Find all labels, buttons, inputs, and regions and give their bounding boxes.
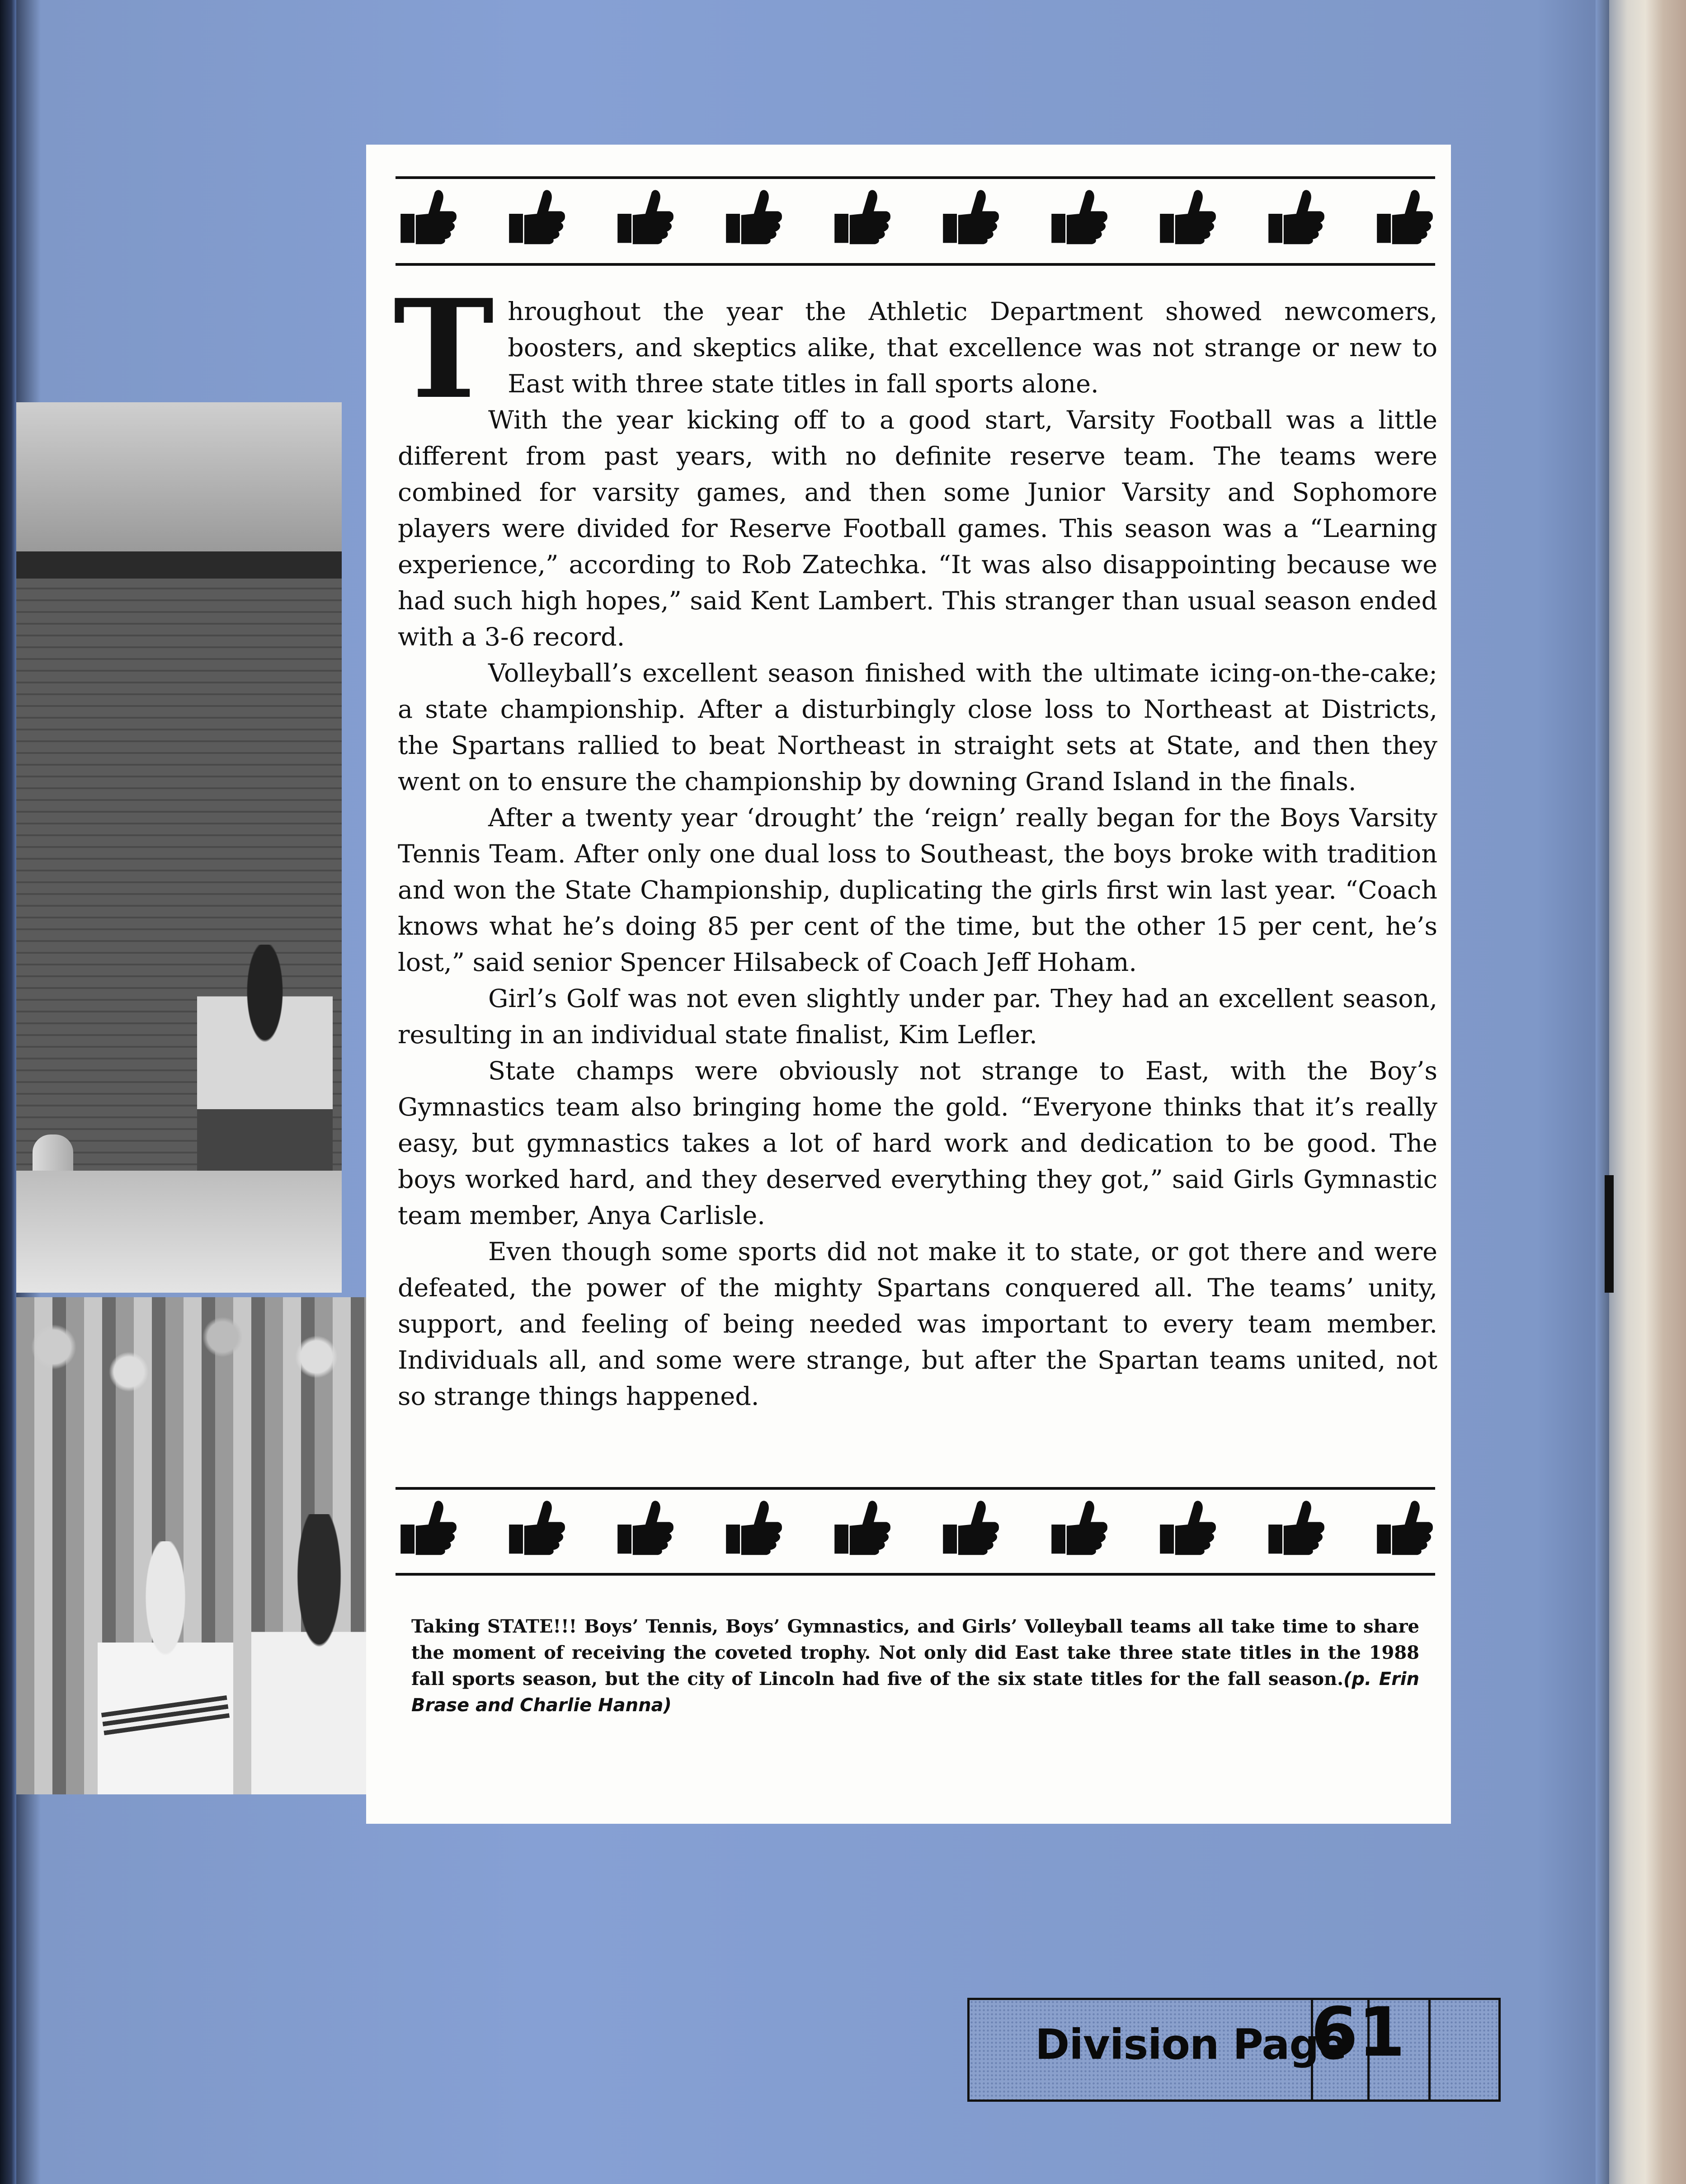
page-tab [1605, 1175, 1614, 1293]
thumbs-row-top [396, 183, 1435, 251]
thumbs-row-bottom [396, 1494, 1435, 1562]
thumbs-up-icon [938, 1498, 1001, 1557]
thumbs-up-icon [829, 188, 893, 246]
article-paragraph: Girl’s Golf was not even slightly under par. They had an excellent season, resulting in an individual state finalist, Kim Lefler. [398, 984, 1437, 1050]
article-paragraph: State champs were obviously not strange to East, with the Boy’s Gymnastics team also bringing home the gold. “Everyone thinks that it’s really easy, but gymnastics takes a lot of hard work and dedication to be good. The boys worked hard, and they deserved everything they got,” said Girls Gymnastic team member, Anya Carlisle. [398, 1056, 1437, 1230]
article-body [393, 269, 1437, 1415]
drop-cap: T [393, 269, 494, 429]
top-rule-lower [396, 263, 1435, 266]
thumbs-up-icon [829, 1498, 893, 1557]
thumbs-up-icon [1046, 1498, 1110, 1557]
thumbs-up-icon [396, 188, 459, 246]
bottom-rule-lower [396, 1573, 1435, 1576]
thumbs-up-icon [504, 1498, 567, 1557]
article-paragraph: Volleyball’s excellent season finished with the ultimate icing-on-the-cake; a state championship. After a disturbingly close loss to Northeast at Districts, the Spartans rallied to beat Northeast in straight sets at State, and then they went on to ensure the championship by downing Grand Island in the finals. [398, 659, 1437, 796]
caption-lead: Taking STATE!!! [411, 1616, 577, 1637]
thumbs-up-icon [612, 188, 676, 246]
thumbs-up-icon [504, 188, 567, 246]
thumbs-up-icon [1155, 1498, 1218, 1557]
folio-cell [1428, 1998, 1501, 2102]
caption-text: Boys’ Tennis, Boys’ Gymnastics, and Girls’ Volleyball teams all take time to share the moment of receiving the coveted trophy. Not only did East take three state titles in the 1988 fall sports season, but the city of Lincoln had five of the six state titles for the fall season. [411, 1616, 1419, 1690]
thumbs-up-icon [721, 1498, 784, 1557]
thumbs-up-icon [1046, 188, 1110, 246]
thumbs-up-icon [721, 188, 784, 246]
thumbs-up-icon [1263, 1498, 1327, 1557]
photo-credit: (p. Erin Brase and Charlie Hanna) [411, 1669, 1419, 1716]
thumbs-up-icon [1155, 188, 1218, 246]
page-edge [1596, 0, 1609, 2184]
page-number: 61 [1311, 1993, 1405, 2072]
thumbs-up-icon [1372, 188, 1435, 246]
photo-caption [411, 1614, 1419, 1718]
article-paragraph: With the year kicking off to a good start, Varsity Football was a little different from past years, with no definite reserve team. The teams were combined for varsity games, and then some Junior Varsity and Sophomore players were divided for Reserve Football games. This season was a “Learning experience,” according to Rob Zatechka. “It was also disappointing because we had such high hopes,” said Kent Lambert. This stranger than usual season ended with a 3-6 record. [398, 405, 1437, 652]
photo-hallway [16, 402, 342, 1293]
thumbs-up-icon [396, 1498, 459, 1557]
thumbs-up-icon [612, 1498, 676, 1557]
top-rule-upper [396, 176, 1435, 179]
book-gutter [0, 0, 16, 2184]
thumbs-up-icon [1263, 188, 1327, 246]
thumbs-up-icon [1372, 1498, 1435, 1557]
article-paragraph: Even though some sports did not make it to state, or got there and were defeated, the power of the mighty Spartans conquered all. The teams’ unity, support, and feeling of being needed was important to every team member. Individuals all, and some were strange, but after the Spartan teams united, not so strange things happened. [398, 1237, 1437, 1411]
photo-trophy-celebration [16, 1297, 391, 1794]
article-panel [366, 145, 1451, 1824]
article-paragraph: After a twenty year ‘drought’ the ‘reign’ really began for the Boys Varsity Tennis Team. After only one dual loss to Southeast, the boys broke with tradition and won the State Championship, duplicating the girls first win last year. “Coach knows what he’s doing 85 per cent of the time, but the other 15 per cent, he’s lost,” said senior Spencer Hilsabeck of Coach Jeff Hoham. [398, 803, 1437, 977]
thumbs-up-icon [938, 188, 1001, 246]
section-label: Division Page [1035, 2020, 1347, 2069]
article-paragraph: Throughout the year the Athletic Department showed newcomers, boosters, and skeptics alike, that excellence was not strange or new to East with three state titles in fall sports alone. [393, 269, 1437, 429]
bottom-rule-upper [396, 1487, 1435, 1490]
